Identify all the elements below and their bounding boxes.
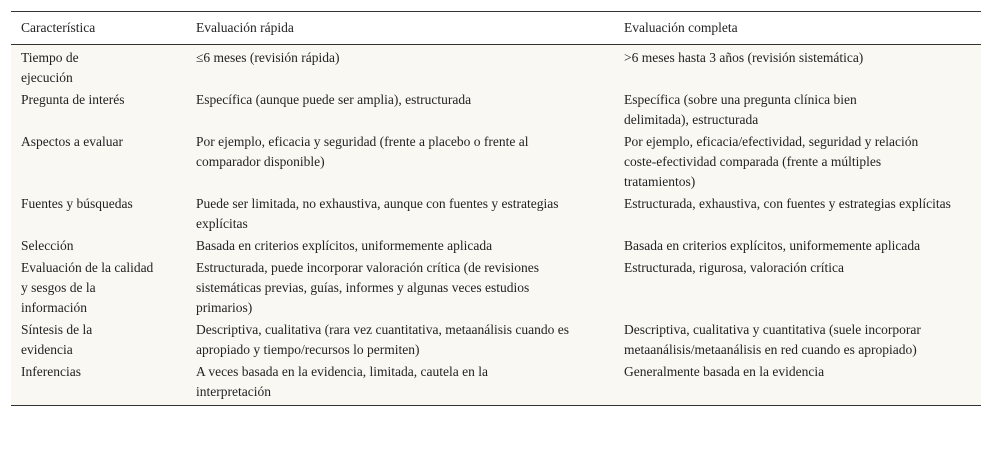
- table-row: [11, 361, 981, 406]
- cell-caracteristica: Aspectos a evaluar: [11, 131, 186, 193]
- table-row: [11, 89, 981, 131]
- table-row: [11, 131, 981, 193]
- header-evaluacion-completa: Evaluación completa: [614, 12, 981, 45]
- cell-caracteristica: Fuentes y búsquedas: [11, 193, 186, 235]
- table-row: [11, 193, 981, 235]
- cell-caracteristica: Inferencias: [11, 361, 186, 406]
- cell-caracteristica: Síntesis de la evidencia: [11, 319, 186, 361]
- cell-caracteristica: Pregunta de interés: [11, 89, 186, 131]
- cell-evaluacion-completa: Basada en criterios explícitos, uniformemente aplicada: [614, 235, 981, 257]
- cell-caracteristica: Evaluación de la calidad y sesgos de la información: [11, 257, 186, 319]
- cell-evaluacion-completa: >6 meses hasta 3 años (revisión sistemática): [614, 45, 981, 90]
- cell-evaluacion-rapida: ≤6 meses (revisión rápida): [186, 45, 614, 90]
- table-row: [11, 235, 981, 257]
- cell-evaluacion-rapida: Estructurada, puede incorporar valoración crítica (de revisiones sistemáticas previas, guías, informes y algunas veces estudios primarios): [186, 257, 614, 319]
- table-row: [11, 45, 981, 90]
- table-row: [11, 319, 981, 361]
- cell-evaluacion-completa: Descriptiva, cualitativa y cuantitativa (suele incorporar metaanálisis/metaanálisis en red cuando es apropiado): [614, 319, 981, 361]
- table-row: [11, 257, 981, 319]
- comparison-table: [11, 11, 981, 406]
- header-caracteristica: Característica: [11, 12, 186, 45]
- table-body: [11, 45, 981, 406]
- cell-caracteristica: Selección: [11, 235, 186, 257]
- comparison-table-container: [11, 11, 981, 406]
- cell-evaluacion-rapida: Basada en criterios explícitos, uniformemente aplicada: [186, 235, 614, 257]
- header-evaluacion-rapida: Evaluación rápida: [186, 12, 614, 45]
- cell-evaluacion-completa: Por ejemplo, eficacia/efectividad, seguridad y relación coste-efectividad comparada (frente a múltiples tratamientos): [614, 131, 981, 193]
- header-row: [11, 12, 981, 45]
- cell-evaluacion-rapida: Específica (aunque puede ser amplia), estructurada: [186, 89, 614, 131]
- cell-evaluacion-completa: Específica (sobre una pregunta clínica bien delimitada), estructurada: [614, 89, 981, 131]
- cell-caracteristica: Tiempo de ejecución: [11, 45, 186, 90]
- cell-evaluacion-completa: Estructurada, rigurosa, valoración crítica: [614, 257, 981, 319]
- table-header: [11, 12, 981, 45]
- cell-evaluacion-rapida: Descriptiva, cualitativa (rara vez cuantitativa, metaanálisis cuando es apropiado y tiempo/recursos lo permiten): [186, 319, 614, 361]
- cell-evaluacion-rapida: Por ejemplo, eficacia y seguridad (frente a placebo o frente al comparador disponible): [186, 131, 614, 193]
- cell-evaluacion-rapida: A veces basada en la evidencia, limitada, cautela en la interpretación: [186, 361, 614, 406]
- cell-evaluacion-completa: Generalmente basada en la evidencia: [614, 361, 981, 406]
- cell-evaluacion-completa: Estructurada, exhaustiva, con fuentes y estrategias explícitas: [614, 193, 981, 235]
- cell-evaluacion-rapida: Puede ser limitada, no exhaustiva, aunque con fuentes y estrategias explícitas: [186, 193, 614, 235]
